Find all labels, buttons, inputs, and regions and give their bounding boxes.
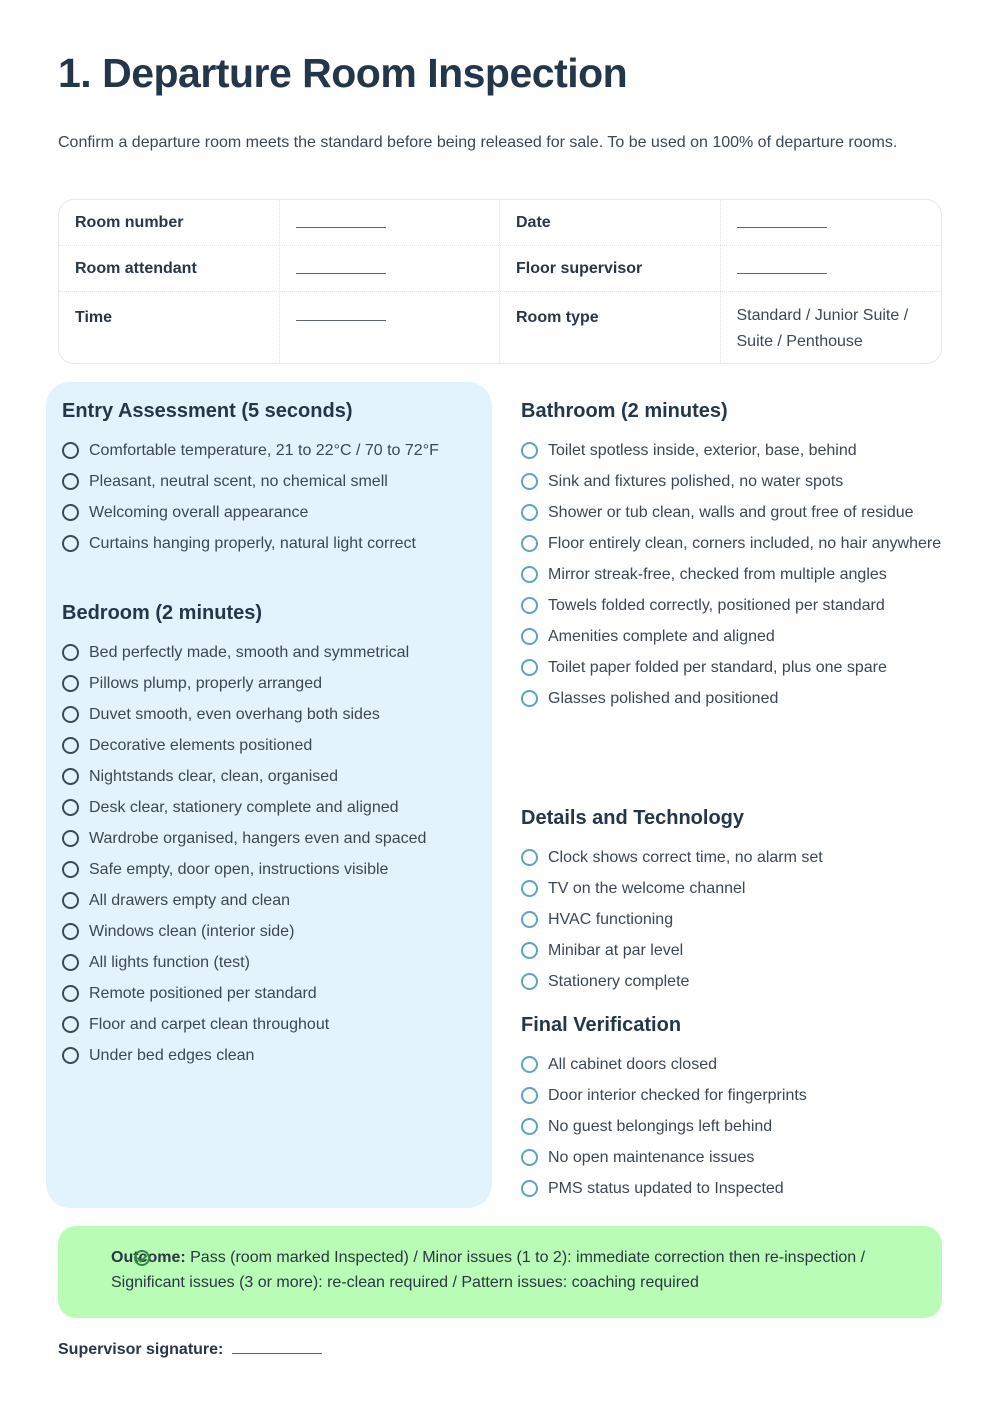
checklist-item[interactable] (62, 733, 482, 758)
section-title: Bathroom (2 minutes) (521, 400, 728, 422)
checklist-item[interactable] (521, 1083, 946, 1108)
checklist-item-label: Toilet spotless inside, exterior, base, behind (548, 442, 857, 459)
checklist-item[interactable] (521, 938, 946, 963)
checkbox-circle-icon[interactable] (62, 644, 79, 661)
section-title: Entry Assessment (5 seconds) (62, 400, 353, 422)
checklist-item[interactable] (521, 845, 946, 870)
check-circle-icon (134, 1250, 150, 1266)
checkbox-circle-icon[interactable] (521, 973, 538, 990)
room-type-value: Standard / Junior Suite / Suite / Penthouse (736, 307, 909, 350)
checkbox-circle-icon[interactable] (521, 880, 538, 897)
checklist-item-label: Door interior checked for fingerprints (548, 1087, 807, 1104)
signature-label: Supervisor signature: (58, 1341, 224, 1358)
checkbox-circle-icon[interactable] (521, 504, 538, 521)
checklist-item[interactable] (62, 438, 482, 463)
checklist-item[interactable] (521, 438, 946, 463)
checklist-item[interactable] (521, 500, 946, 525)
section-title: Final Verification (521, 1014, 682, 1036)
time-label: Time (59, 292, 280, 363)
checkbox-circle-icon[interactable] (62, 535, 79, 552)
time-field[interactable] (280, 292, 501, 363)
checklist-item[interactable] (62, 1043, 482, 1068)
checklist-item-label: Decorative elements positioned (89, 737, 313, 754)
checklist-item[interactable] (62, 702, 482, 727)
checkbox-circle-icon[interactable] (521, 849, 538, 866)
checklist-item-label: Nightstands clear, clean, organised (89, 768, 339, 785)
checklist-item[interactable] (62, 671, 482, 696)
checklist-item-label: Toilet paper folded per standard, plus one spare (548, 659, 887, 676)
checklist (521, 1052, 946, 1201)
outcome-box (58, 1226, 942, 1318)
checkbox-circle-icon[interactable] (62, 737, 79, 754)
outcome-text: Pass (room marked Inspected) / Minor issues (1 to 2): immediate correction then re-inspection / Significant issues (3 or more): re-clean required / Pattern issues: coaching required (111, 1249, 866, 1291)
checklist-item-label: Shower or tub clean, walls and grout free of residue (548, 504, 914, 521)
checklist-item[interactable] (521, 969, 946, 994)
room-type-label: Room type (500, 292, 721, 363)
checklist-item-label: HVAC functioning (548, 911, 674, 928)
checklist-item-label: Windows clean (interior side) (89, 923, 295, 940)
room-number-label: Room number (59, 200, 280, 245)
checklist-item[interactable] (521, 562, 946, 587)
checklist-item-label: No guest belongings left behind (548, 1118, 773, 1135)
checklist-item[interactable] (521, 655, 946, 680)
checkbox-circle-icon[interactable] (62, 504, 79, 521)
supervisor-signature (58, 1336, 322, 1359)
checkbox-circle-icon[interactable] (62, 923, 79, 940)
checklist-item-label: Clock shows correct time, no alarm set (548, 849, 823, 866)
checklist-item-label: TV on the welcome channel (548, 880, 746, 897)
bathroom-section (521, 398, 946, 717)
checkbox-circle-icon[interactable] (521, 1180, 538, 1197)
info-row (59, 292, 941, 363)
info-row (59, 246, 941, 292)
checklist-item[interactable] (521, 686, 946, 711)
checklist-item[interactable] (62, 640, 482, 665)
checklist-item-label: All cabinet doors closed (548, 1056, 717, 1073)
checkbox-circle-icon[interactable] (521, 473, 538, 490)
checklist-item-label: Welcoming overall appearance (89, 504, 309, 521)
checklist-item[interactable] (521, 1114, 946, 1139)
checkbox-circle-icon[interactable] (62, 1047, 79, 1064)
checklist-item-label: Comfortable temperature, 21 to 22°C / 70 to 72°F (89, 442, 439, 459)
checkbox-circle-icon[interactable] (521, 597, 538, 614)
checklist-item[interactable] (62, 950, 482, 975)
checklist-item-label: Stationery complete (548, 973, 690, 990)
checklist-item-label: Amenities complete and aligned (548, 628, 775, 645)
checklist-item[interactable] (62, 531, 482, 556)
checklist-item[interactable] (62, 1012, 482, 1037)
checkbox-circle-icon[interactable] (62, 473, 79, 490)
details-technology-section (521, 805, 946, 1000)
date-field[interactable] (721, 200, 942, 245)
checklist (521, 845, 946, 994)
intro-text: Confirm a departure room meets the standard before being released for sale. To be used on 100% of departure rooms. (58, 134, 898, 151)
checkbox-circle-icon[interactable] (521, 1118, 538, 1135)
checklist-item[interactable] (62, 857, 482, 882)
checkbox-circle-icon[interactable] (521, 566, 538, 583)
checklist-item-label: All drawers empty and clean (89, 892, 290, 909)
checkbox-circle-icon[interactable] (521, 911, 538, 928)
checklist-item[interactable] (521, 907, 946, 932)
checklist-item-label: Bed perfectly made, smooth and symmetrical (89, 644, 410, 661)
checkbox-circle-icon[interactable] (521, 628, 538, 645)
checklist-item-label: Minibar at par level (548, 942, 684, 959)
checklist-item[interactable] (521, 1052, 946, 1077)
checklist-item[interactable] (521, 531, 946, 556)
checklist-item-label: Duvet smooth, even overhang both sides (89, 706, 380, 723)
checkbox-circle-icon[interactable] (62, 892, 79, 909)
checkbox-circle-icon[interactable] (62, 985, 79, 1002)
checkbox-circle-icon[interactable] (62, 954, 79, 971)
section-title: Bedroom (2 minutes) (62, 602, 263, 624)
checklist-item[interactable] (62, 469, 482, 494)
checklist (62, 438, 482, 556)
bedroom-section (62, 600, 482, 1074)
checklist-item-label: All lights function (test) (89, 954, 250, 971)
checkbox-circle-icon[interactable] (62, 861, 79, 878)
checklist (62, 640, 482, 1068)
checkbox-circle-icon[interactable] (521, 1056, 538, 1073)
checklist-item-label: Mirror streak-free, checked from multiple angles (548, 566, 887, 583)
checkbox-circle-icon[interactable] (521, 1149, 538, 1166)
checklist-item-label: Towels folded correctly, positioned per standard (548, 597, 885, 614)
checklist-item-label: PMS status updated to Inspected (548, 1180, 784, 1197)
floor-supervisor-label: Floor supervisor (500, 246, 721, 291)
info-row (59, 200, 941, 246)
checklist-item[interactable] (62, 888, 482, 913)
checklist (521, 438, 946, 711)
checklist-item[interactable] (62, 826, 482, 851)
room-number-field[interactable] (280, 200, 501, 245)
checkbox-circle-icon[interactable] (62, 675, 79, 692)
checklist-item[interactable] (62, 795, 482, 820)
section-title: Details and Technology (521, 807, 744, 829)
checklist-item[interactable] (62, 919, 482, 944)
entry-assessment-section (62, 398, 482, 562)
outcome-label: Outcome: (111, 1249, 186, 1266)
checklist-item-label: Remote positioned per standard (89, 985, 317, 1002)
room-attendant-label: Room attendant (59, 246, 280, 291)
checklist-item[interactable] (62, 500, 482, 525)
signature-field[interactable] (232, 1336, 322, 1354)
room-info-table (58, 199, 942, 364)
checklist-item-label: Safe empty, door open, instructions visible (89, 861, 389, 878)
checkbox-circle-icon[interactable] (521, 1087, 538, 1104)
checklist-item-label: Glasses polished and positioned (548, 690, 779, 707)
checkbox-circle-icon[interactable] (62, 799, 79, 816)
checkbox-circle-icon[interactable] (62, 1016, 79, 1033)
checklist-item[interactable] (521, 876, 946, 901)
checkbox-circle-icon[interactable] (521, 535, 538, 552)
checkbox-circle-icon[interactable] (62, 768, 79, 785)
checkbox-circle-icon[interactable] (521, 942, 538, 959)
page-title: 1. Departure Room Inspection (58, 50, 628, 96)
checkbox-circle-icon[interactable] (62, 706, 79, 723)
room-attendant-field[interactable] (280, 246, 501, 291)
checklist-item[interactable] (521, 624, 946, 649)
checklist-item[interactable] (521, 1145, 946, 1170)
checklist-item-label: Pleasant, neutral scent, no chemical smell (89, 473, 388, 490)
checkbox-circle-icon[interactable] (62, 442, 79, 459)
final-verification-section (521, 1012, 946, 1207)
checklist-item-label: Sink and fixtures polished, no water spots (548, 473, 844, 490)
checkbox-circle-icon[interactable] (521, 659, 538, 676)
checklist-item[interactable] (62, 764, 482, 789)
checklist-item-label: Wardrobe organised, hangers even and spaced (89, 830, 427, 847)
checklist-item-label: Floor entirely clean, corners included, no hair anywhere (548, 535, 942, 552)
floor-supervisor-field[interactable] (721, 246, 942, 291)
checklist-item-label: No open maintenance issues (548, 1149, 755, 1166)
checklist-item[interactable] (521, 1176, 946, 1201)
checkbox-circle-icon[interactable] (521, 442, 538, 459)
checklist-item[interactable] (62, 981, 482, 1006)
checkbox-circle-icon[interactable] (62, 830, 79, 847)
checklist-item[interactable] (521, 469, 946, 494)
checklist-item-label: Floor and carpet clean throughout (89, 1016, 330, 1033)
date-label: Date (500, 200, 721, 245)
checklist-item[interactable] (521, 593, 946, 618)
checklist-item-label: Under bed edges clean (89, 1047, 255, 1064)
checklist-item-label: Desk clear, stationery complete and aligned (89, 799, 399, 816)
checklist-item-label: Pillows plump, properly arranged (89, 675, 322, 692)
checklist-item-label: Curtains hanging properly, natural light correct (89, 535, 416, 552)
checkbox-circle-icon[interactable] (521, 690, 538, 707)
